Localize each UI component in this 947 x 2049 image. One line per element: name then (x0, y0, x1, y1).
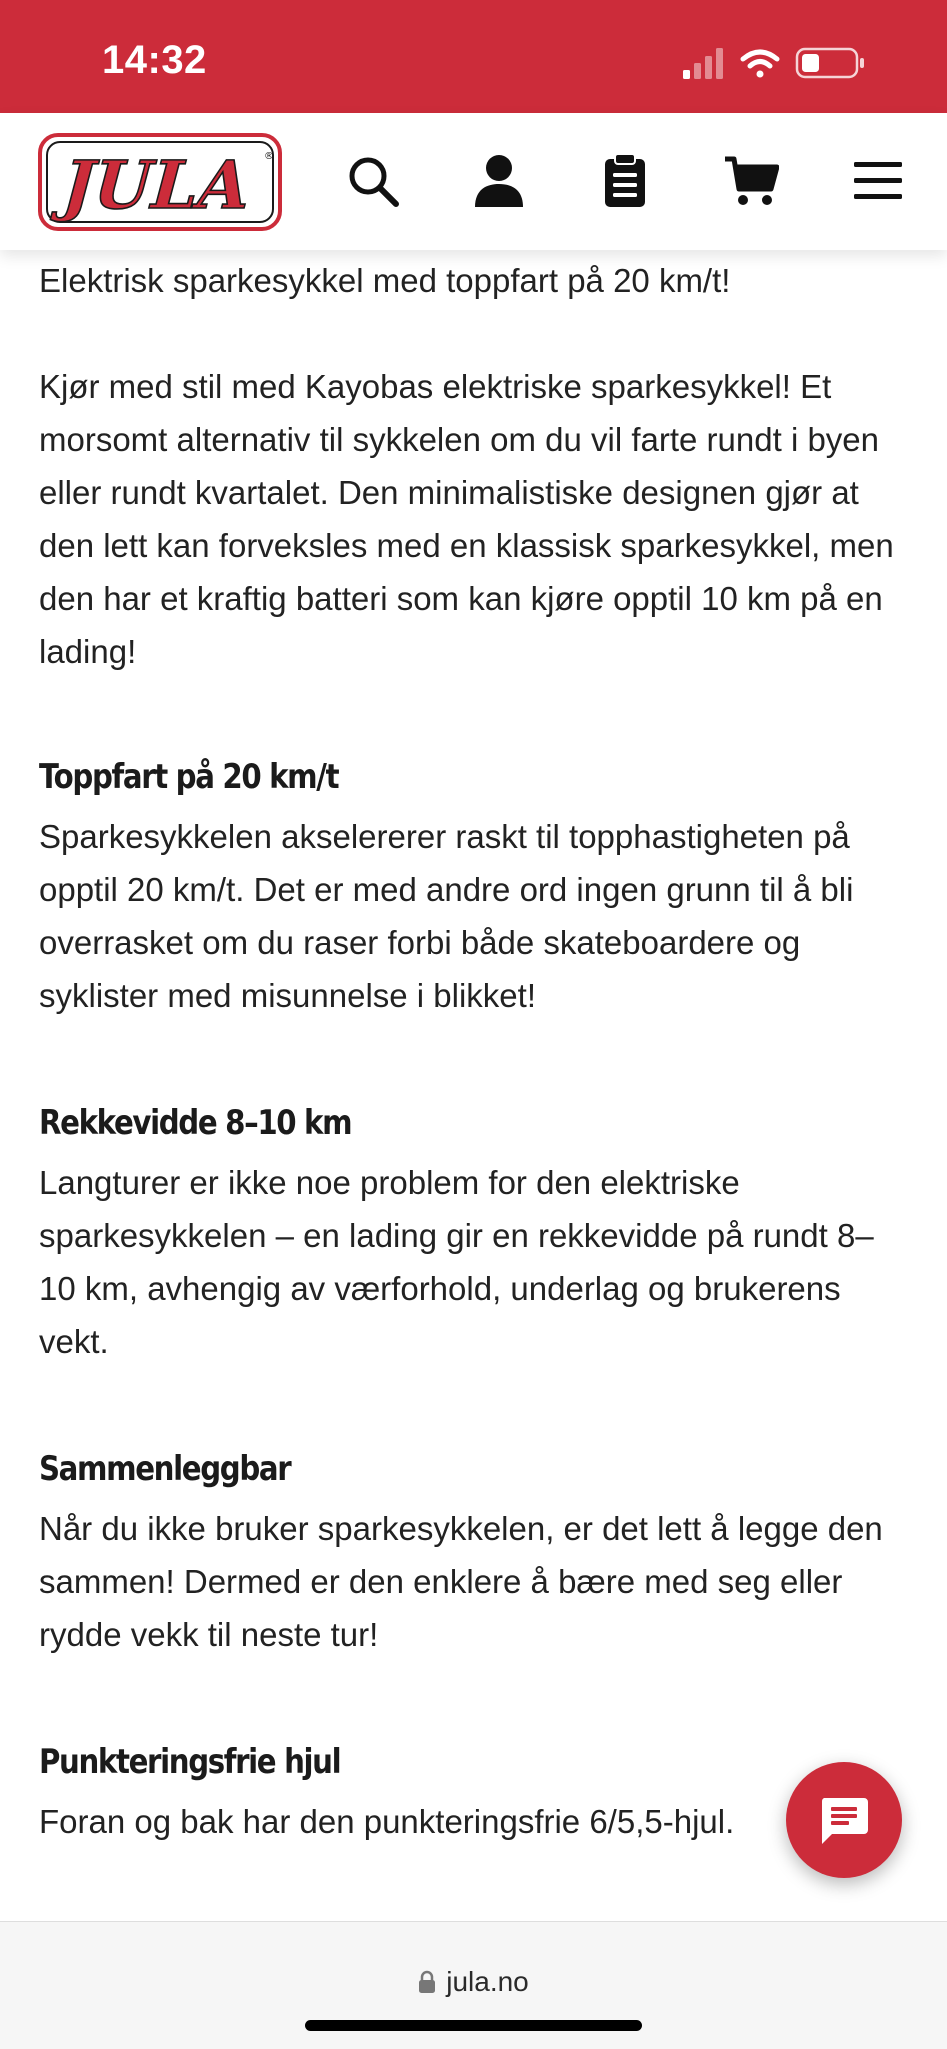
intro-text: Elektrisk sparkesykkel med toppfart på 20 km/t! (39, 262, 731, 299)
section-text: Foran og bak har den punkteringsfrie 6/5,5-hjul. (39, 1803, 735, 1840)
battery-icon (797, 49, 864, 77)
section-heading: Punkteringsfrie hjul (39, 1742, 341, 1782)
search-icon[interactable] (343, 151, 403, 211)
section-heading: Toppfart på 20 km/t (39, 757, 339, 797)
status-time: 14:32 (102, 38, 207, 82)
home-indicator[interactable] (305, 2020, 642, 2031)
account-icon[interactable] (469, 151, 529, 211)
cart-icon[interactable] (721, 151, 781, 211)
svg-text:®: ® (264, 151, 274, 162)
product-description (39, 254, 909, 1901)
shopping-list-icon[interactable] (595, 151, 655, 211)
browser-bottom-bar (0, 1921, 947, 2049)
url-text: jula.no (446, 1966, 529, 1997)
status-icons (683, 44, 883, 84)
section-text: Når du ikke bruker sparkesykkelen, er det lett å legge den sammen! Dermed er den enklere å bære med seg eller rydde vekk til neste tur! (39, 1510, 883, 1653)
description-paragraph: Kjør med stil med Kayobas elektriske sparkesykkel! Et morsomt alternativ til sykkelen om du vil farte rundt i byen eller rundt kvartalet. Den minimalistiske designen gjør at den lett kan forveksles med en klassisk sparkesykkel, men den har et kraftig batteri som kan kjøre opptil 10 km på en lading! (39, 368, 894, 670)
section-text: Sparkesykkelen akselererer raskt til topphastigheten på opptil 20 km/t. Det er med andre ord ingen grunn til å bli overrasket om du raser forbi både skateboardere og syklister med misunnelse i blikket! (39, 818, 854, 1014)
lock-icon (418, 1970, 436, 1994)
section-text: Langturer er ikke noe problem for den elektriske sparkesykkelen – en lading gir en rekkevidde på rundt 8–10 km, avhengig av værforhold, underlag og brukerens vekt. (39, 1164, 874, 1360)
chat-button[interactable] (786, 1762, 902, 1878)
address-bar[interactable] (0, 1966, 947, 2001)
chat-icon (818, 1794, 870, 1846)
menu-icon[interactable] (848, 151, 908, 211)
section-heading: Sammenleggbar (39, 1449, 291, 1489)
section-heading: Rekkevidde 8–10 km (39, 1103, 352, 1143)
logo-text: JULA (60, 146, 253, 224)
wifi-icon (743, 52, 777, 78)
jula-logo[interactable] (38, 133, 282, 231)
signal-icon (683, 48, 723, 79)
site-header (0, 113, 947, 250)
status-bar (0, 0, 947, 113)
